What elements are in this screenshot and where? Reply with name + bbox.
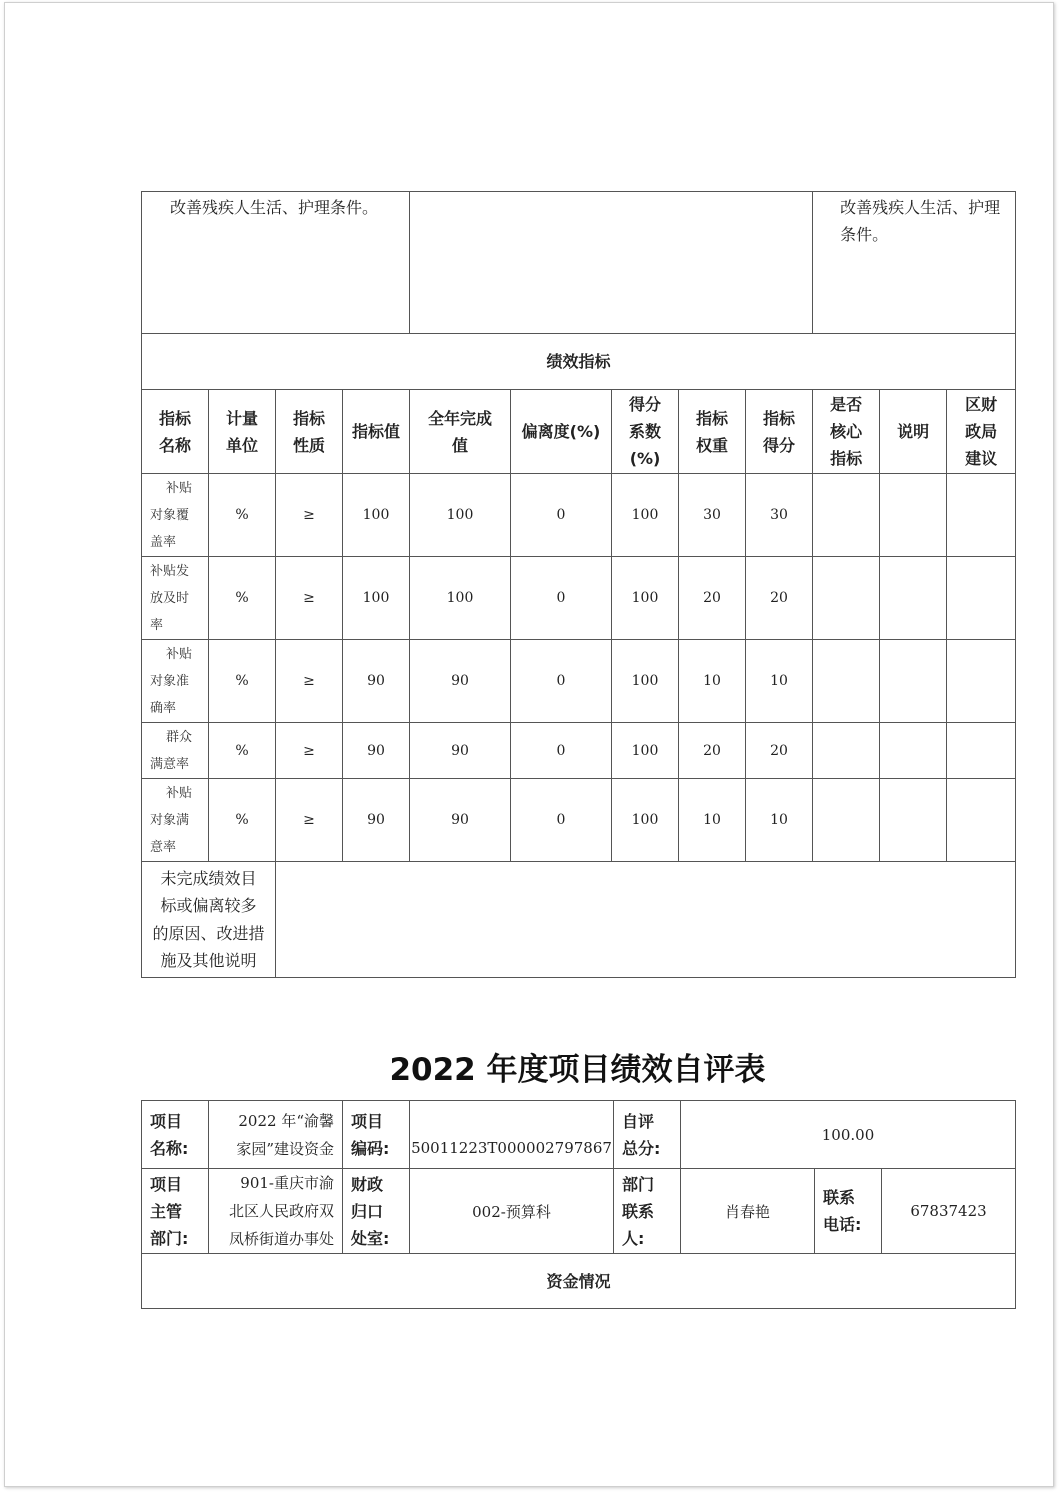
note-cell <box>880 640 947 723</box>
unit-cell: % <box>209 474 276 557</box>
indicator-name: 补贴 对象准 确率 <box>142 640 209 723</box>
advice-cell <box>947 723 1016 779</box>
actual-cell: 100 <box>410 474 511 557</box>
indicator-name: 补贴 对象覆 盖率 <box>142 474 209 557</box>
deviation-cell: 0 <box>511 640 612 723</box>
header-coefficient: 得分 系数 (%) <box>612 390 679 474</box>
remark-row <box>142 862 1016 978</box>
core-cell <box>813 723 880 779</box>
target-cell: 100 <box>343 474 410 557</box>
target-cell: 90 <box>343 723 410 779</box>
weight-cell: 20 <box>679 557 746 640</box>
coefficient-cell: 100 <box>612 723 679 779</box>
actual-cell: 90 <box>410 779 511 862</box>
score-cell: 10 <box>746 779 813 862</box>
table-row <box>142 779 1016 862</box>
indicator-name: 群众 满意率 <box>142 723 209 779</box>
goal-middle-cell <box>410 192 813 334</box>
finance-label: 财政 归口 处室: <box>343 1169 410 1254</box>
note-cell <box>880 474 947 557</box>
deviation-cell: 0 <box>511 557 612 640</box>
deviation-cell: 0 <box>511 779 612 862</box>
advice-cell <box>947 557 1016 640</box>
header-score: 指标 得分 <box>746 390 813 474</box>
coefficient-cell: 100 <box>612 474 679 557</box>
advice-cell <box>947 474 1016 557</box>
weight-cell: 30 <box>679 474 746 557</box>
nature-cell: ≥ <box>276 474 343 557</box>
coefficient-cell: 100 <box>612 557 679 640</box>
actual-cell: 100 <box>410 557 511 640</box>
section-title: 绩效指标 <box>546 352 611 371</box>
score-cell: 30 <box>746 474 813 557</box>
goal-left-cell <box>142 192 410 334</box>
form-title: 2022 年度项目绩效自评表 <box>389 1052 766 1088</box>
header-note: 说明 <box>880 390 947 474</box>
header-nature: 指标 性质 <box>276 390 343 474</box>
indicator-name: 补贴发 放及时 率 <box>142 557 209 640</box>
score-cell: 10 <box>746 640 813 723</box>
goal-right-cell <box>813 192 1016 334</box>
advice-cell <box>947 640 1016 723</box>
unit-cell: % <box>209 779 276 862</box>
header-unit: 计量 单位 <box>209 390 276 474</box>
header-target: 指标值 <box>343 390 410 474</box>
target-cell: 100 <box>343 557 410 640</box>
score-cell: 20 <box>746 557 813 640</box>
funds-title: 资金情况 <box>546 1271 611 1291</box>
note-cell <box>880 557 947 640</box>
indicator-name: 补贴 对象满 意率 <box>142 779 209 862</box>
table-row <box>142 557 1016 640</box>
eval-form-table <box>141 1100 1016 1309</box>
project-code-label: 项目 编码: <box>343 1101 410 1169</box>
weight-cell: 10 <box>679 640 746 723</box>
target-cell: 90 <box>343 640 410 723</box>
note-cell <box>880 779 947 862</box>
score-label: 自评 总分: <box>614 1101 681 1169</box>
note-cell <box>880 723 947 779</box>
actual-cell: 90 <box>410 640 511 723</box>
table-row <box>142 640 1016 723</box>
dept-value: 901-重庆市渝 北区人民政府双 凤桥街道办事处 <box>209 1169 343 1254</box>
coefficient-cell: 100 <box>612 640 679 723</box>
core-cell <box>813 640 880 723</box>
phone-label: 联系 电话: <box>815 1169 882 1254</box>
contact-value: 肖春艳 <box>681 1169 815 1254</box>
header-deviation: 偏离度(%) <box>511 390 612 474</box>
deviation-cell: 0 <box>511 474 612 557</box>
core-cell <box>813 557 880 640</box>
section-title-cell <box>142 334 1016 390</box>
coefficient-cell: 100 <box>612 779 679 862</box>
phone-value: 67837423 <box>882 1169 1016 1254</box>
table-row <box>142 723 1016 779</box>
performance-table <box>141 191 1016 978</box>
unit-cell: % <box>209 723 276 779</box>
header-weight: 指标 权重 <box>679 390 746 474</box>
remark-label: 未完成绩效目 标或偏离较多 的原因、改进措 施及其他说明 <box>142 862 276 978</box>
core-cell <box>813 779 880 862</box>
project-code-value: 50011223T000002797867 <box>410 1101 614 1169</box>
nature-cell: ≥ <box>276 640 343 723</box>
contact-label: 部门 联系 人: <box>614 1169 681 1254</box>
weight-cell: 20 <box>679 723 746 779</box>
score-cell: 20 <box>746 723 813 779</box>
nature-cell: ≥ <box>276 557 343 640</box>
goal-left-text: 改善残疾人生活、护理条件。 <box>170 198 379 217</box>
unit-cell: % <box>209 557 276 640</box>
remark-value <box>276 862 1016 978</box>
project-name-label: 项目 名称: <box>142 1101 209 1169</box>
nature-cell: ≥ <box>276 723 343 779</box>
header-advice: 区财 政局 建议 <box>947 390 1016 474</box>
dept-label: 项目 主管 部门: <box>142 1169 209 1254</box>
score-value: 100.00 <box>681 1101 1016 1169</box>
header-actual: 全年完成 值 <box>410 390 511 474</box>
advice-cell <box>947 779 1016 862</box>
header-core: 是否 核心 指标 <box>813 390 880 474</box>
core-cell <box>813 474 880 557</box>
nature-cell: ≥ <box>276 779 343 862</box>
project-name-value: 2022 年“渝馨 家园”建设资金 <box>209 1101 343 1169</box>
goal-right-text: 改善残疾人生活、护理条件。 <box>840 198 1001 244</box>
funds-title-cell <box>142 1254 1016 1309</box>
table-row <box>142 474 1016 557</box>
target-cell: 90 <box>343 779 410 862</box>
weight-cell: 10 <box>679 779 746 862</box>
actual-cell: 90 <box>410 723 511 779</box>
unit-cell: % <box>209 640 276 723</box>
deviation-cell: 0 <box>511 723 612 779</box>
header-indicator-name: 指标 名称 <box>142 390 209 474</box>
finance-value: 002-预算科 <box>410 1169 614 1254</box>
header-row <box>142 390 1016 474</box>
